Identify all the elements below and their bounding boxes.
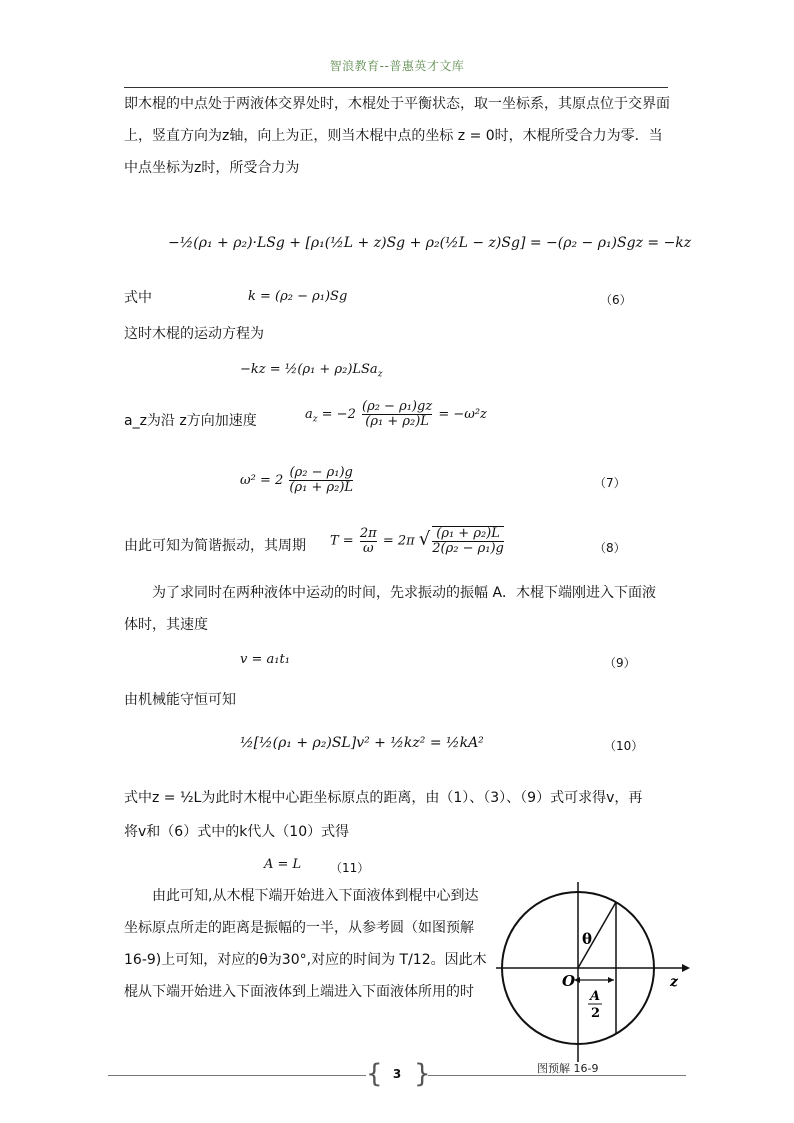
eq10-number: （10） xyxy=(604,739,644,753)
para1-line1: 即木棍的中点处于两液体交界处时，木棍处于平衡状态，取一坐标系，其原点位于交界面 xyxy=(124,96,670,112)
eq6-expression: k = (ρ₂ − ρ₁)Sg xyxy=(248,289,348,304)
equation-omega: ω² = 2 $\frac{\text{(ρ₂ − ρ₁)g}}{\text{(ρ₁ + ρ₂)L}}$ xyxy=(240,465,354,495)
para2-line1: 为了求同时在两种液体中运动的时间，先求振动的振幅 A．木棍下端刚进入下面液 xyxy=(152,585,657,601)
eq9-number: （9） xyxy=(604,656,636,670)
equation-velocity: v = a₁t₁ xyxy=(240,652,290,667)
para1-line2: 上，竖直方向为z轴，向上为正，则当木棍中点的坐标 z = 0时，木棍所受合力为零．当 xyxy=(124,128,663,144)
eq8-number: （8） xyxy=(594,541,626,555)
origin-label: O xyxy=(562,972,576,990)
accel-label: a_z为沿 z方向加速度 xyxy=(124,413,257,429)
footer-rule-left xyxy=(108,1075,366,1076)
para2-line2: 体时，其速度 xyxy=(124,617,208,633)
half-amplitude-arrowhead-right xyxy=(608,977,614,983)
footer-bracket-right: } xyxy=(414,1059,431,1089)
equation-acceleration: $a_z = -2$ $\frac{\text{(ρ₂ − ρ₁)gz}}{\text{(ρ₁ + ρ₂)L}}$ = −ω²z xyxy=(305,399,487,429)
para4-line1: 由此可知,从木棍下端开始进入下面液体到棍中心到达 xyxy=(152,888,479,904)
equation-amplitude: A = L xyxy=(264,857,302,872)
header-rule xyxy=(124,87,668,88)
equation-net-force: −½(ρ₁ + ρ₂)·LSg + [ρ₁(½L + z)Sg + ρ₂(½L − z)Sg] = −(ρ₂ − ρ₁)Sgz = −kz xyxy=(168,235,692,251)
figure-caption: 图预解 16-9 xyxy=(537,1062,599,1075)
z-axis-label: z xyxy=(670,974,678,990)
eq6-prefix: 式中 xyxy=(124,290,152,306)
equation-period: T = $\frac{2\pi}{\omega}$ = 2π √ $\frac{\text{(ρ₁ + ρ₂)L}}{\text{2(ρ₂ − ρ₁)g}}$ xyxy=(330,525,504,556)
para3-line2: 将v和（6）式中的k代人（10）式得 xyxy=(124,824,350,840)
z-axis-arrow xyxy=(682,964,690,972)
footer-bracket-left: { xyxy=(366,1059,383,1089)
eq6-number: （6） xyxy=(600,293,632,307)
para4-line4: 棍从下端开始进入下面液体到上端进入下面液体所用的时 xyxy=(124,984,474,1000)
reference-circle-figure xyxy=(496,876,696,1076)
equation-energy: ½[½(ρ₁ + ρ₂)SL]v² + ½kz² = ½kA² xyxy=(240,735,484,751)
para4-line2: 坐标原点所走的距离是振幅的一半，从参考圆（如图预解 xyxy=(124,920,474,936)
equation-motion: −kz = ½(ρ₁ + ρ₂)LSa$_z$ xyxy=(240,362,383,380)
eq8-prefix: 由此可知为简谐振动，其周期 xyxy=(124,538,306,554)
eq7-number: （7） xyxy=(594,476,626,490)
footer-rule-right xyxy=(428,1075,686,1076)
para4-line3: 16-9)上可知，对应的θ为30°,对应的时间为 T/12。因此木 xyxy=(124,952,487,968)
page-number: 3 xyxy=(392,1067,402,1081)
theta-label: θ xyxy=(582,930,593,948)
motion-intro: 这时木棍的运动方程为 xyxy=(124,326,264,342)
para3-line1: 式中z = ½L为此时木棍中心距坐标原点的距离，由（1）、（3）、（9）式可求得v，再 xyxy=(124,790,643,806)
amplitude-denominator: 2 xyxy=(591,1006,601,1021)
eq11-number: （11） xyxy=(330,861,370,875)
para1-line3: 中点坐标为z时，所受合力为 xyxy=(124,160,300,176)
page-header-title: 智浪教育--普惠英才文库 xyxy=(329,59,465,73)
energy-intro: 由机械能守恒可知 xyxy=(124,692,236,708)
amplitude-label: A xyxy=(590,989,601,1004)
